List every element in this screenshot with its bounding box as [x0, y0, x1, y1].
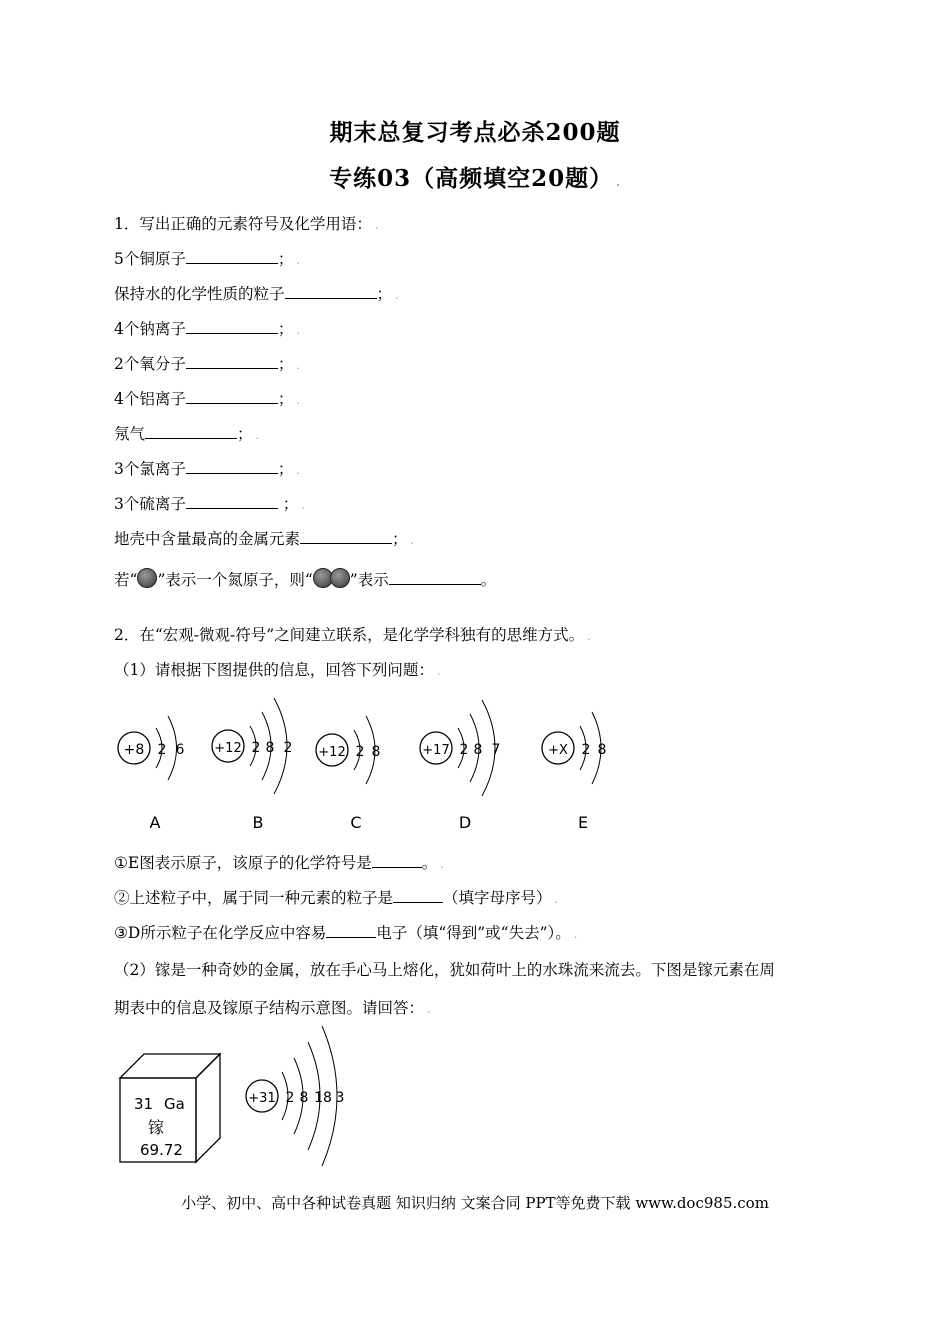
answer-blank[interactable] [326, 923, 376, 938]
periodic-table-cell [120, 1054, 220, 1162]
q1-stem-text: 1．写出正确的元素符号及化学用语： [114, 215, 372, 233]
nucleus-label: +X [548, 743, 568, 758]
q1-item-end: ； [277, 250, 294, 268]
atom-diagram-E [542, 712, 606, 832]
atom-diagram-C [316, 716, 380, 832]
q1-item-label: 2个氧分子 [114, 355, 186, 373]
shell-count: 2 [581, 742, 591, 758]
shell-count: 2 [355, 744, 365, 760]
shell-count: 2 [157, 742, 167, 758]
atomic-number: 31 [134, 1095, 154, 1113]
q1-last-b: ”表示一个氮原子，则“ [157, 571, 313, 589]
shell-count: 8 [265, 740, 275, 756]
atom-label: B [252, 813, 264, 832]
q1-item: 3个氯离子 ； . [114, 460, 300, 478]
answer-blank[interactable] [186, 249, 278, 264]
answer-blank[interactable] [300, 529, 392, 544]
q2-part1: （1）请根据下图提供的信息，回答下列问题： . [114, 661, 441, 679]
q2-sub3: ③D所示粒子在化学反应中容易 电子（填“得到”或“失去”）。 . [114, 924, 578, 942]
page-title: 期末总复习考点必杀200题 [329, 119, 621, 146]
shell-count: 2 [285, 1090, 295, 1106]
shell-count: 8 [299, 1090, 309, 1106]
q2-stem: 2．在“宏观-微观-符号”之间建立联系，是化学学科独有的思维方式。 . [114, 626, 591, 644]
nucleus-label: +17 [422, 743, 450, 758]
q1-item-label: 保持水的化学性质的粒子 [114, 285, 285, 303]
q1-item: 3个硫离子 ； . [114, 495, 305, 513]
shell-count: 2 [251, 740, 261, 756]
q1-nitrogen-line [114, 568, 496, 590]
nucleus-label: +12 [214, 741, 242, 756]
q1-last-c: ”表示 [349, 571, 389, 589]
q1-item-end: ； [376, 285, 393, 303]
q1-item-label: 氖气 [114, 425, 146, 443]
q1-item-end: ； [237, 425, 253, 443]
shell-count: 18 [314, 1090, 332, 1106]
answer-blank[interactable] [393, 888, 443, 903]
q2-part2-line2: 期表中的信息及镓原子结构示意图。请回答： . [114, 999, 431, 1017]
atom-diagram-B [212, 698, 292, 832]
element-symbol: Ga [164, 1095, 185, 1113]
q2-sub2: ②上述粒子中，属于同一种元素的粒子是 （填字母序号） . [114, 889, 559, 907]
answer-blank[interactable] [285, 284, 377, 299]
gallium-figure [112, 1022, 362, 1172]
answer-blank[interactable] [389, 570, 481, 585]
q1-item-label: 4个铝离子 [114, 390, 186, 408]
answer-blank[interactable] [186, 319, 278, 334]
page-footer: 小学、初中、高中各种试卷真题 知识归纳 文案合同 PPT等免费下载 www.doc985.com [181, 1194, 769, 1212]
q2-stem-text: 2．在“宏观-微观-符号”之间建立联系，是化学学科独有的思维方式。 [114, 626, 585, 644]
answer-blank[interactable] [186, 354, 278, 369]
q1-item-label: 3个氯离子 [114, 460, 186, 478]
nucleus-label: +31 [248, 1091, 276, 1106]
atom-label: C [350, 813, 362, 832]
page-subtitle: 专练03（高频填空20题） . [329, 165, 621, 192]
shell-count: 8 [473, 742, 483, 758]
nitrogen-atom-icon [137, 568, 157, 588]
atom-structure-diagrams [110, 690, 630, 840]
q1-item-end: ； [392, 530, 408, 548]
answer-blank[interactable] [186, 459, 278, 474]
q1-item: 2个氧分子 ； . [114, 355, 300, 373]
atom-label: D [458, 813, 472, 832]
shell-count: 7 [491, 742, 501, 758]
q1-item: 地壳中含量最高的金属元素 ； . [114, 530, 415, 548]
shell-count: 8 [597, 742, 607, 758]
q1-item-end: ； [277, 320, 294, 338]
q2-sub2-a: ②上述粒子中，属于同一种元素的粒子是 [114, 889, 394, 907]
q2-sub1-b: 。 [421, 854, 438, 872]
q2-sub3-b: 电子（填“得到”或“失去”）。 [376, 924, 571, 942]
q2-sub3-a: ③D所示粒子在化学反应中容易 [114, 924, 327, 942]
q1-item: 4个钠离子 ； . [114, 320, 300, 338]
atom-label: E [577, 813, 589, 832]
shell-count: 2 [283, 740, 293, 756]
q2-sub1-a: ①E图表示原子，该原子的化学符号是 [114, 854, 372, 872]
atom-label: A [149, 813, 161, 832]
answer-blank[interactable] [145, 424, 237, 439]
answer-blank[interactable] [372, 853, 422, 868]
nucleus-label: +8 [123, 742, 145, 758]
q1-item-end: ； [277, 390, 294, 408]
q2-part1-text: （1）请根据下图提供的信息，回答下列问题： [114, 661, 434, 679]
q1-item-end: ； [277, 460, 294, 478]
q2-part2-line1: （2）镓是一种奇妙的金属，放在手心马上熔化，犹如荷叶上的水珠流来流去。下图是镓元素在周 [114, 961, 775, 979]
q1-item-end: ； [277, 495, 299, 513]
q2-sub2-b: （填字母序号） [443, 889, 552, 907]
answer-blank[interactable] [186, 389, 278, 404]
q1-item: 氖气 ； . [114, 425, 260, 443]
atomic-mass: 69.72 [140, 1141, 183, 1159]
q1-item-label: 3个硫离子 [114, 495, 186, 513]
subtitle-text: 专练03（高频填空20题） [329, 165, 614, 192]
q2-sub1: ①E图表示原子，该原子的化学符号是 。 . [114, 854, 444, 872]
q2-part2-line2-text: 期表中的信息及镓原子结构示意图。请回答： [114, 999, 425, 1017]
q1-stem: 1．写出正确的元素符号及化学用语： . [114, 215, 379, 233]
q1-item: 保持水的化学性质的粒子 ； . [114, 285, 399, 303]
atom-diagram-D [420, 700, 500, 832]
q1-last-d: 。 [480, 571, 497, 589]
q1-last-a: 若“ [114, 571, 138, 589]
nitrogen-atom-icon [330, 568, 350, 588]
atom-diagram-A [118, 716, 185, 832]
shell-count: 3 [335, 1090, 345, 1106]
answer-blank[interactable] [186, 494, 278, 509]
q1-item-label: 地壳中含量最高的金属元素 [114, 530, 301, 548]
nucleus-label: +12 [318, 745, 346, 760]
gallium-atom-diagram [246, 1026, 344, 1166]
shell-count: 6 [175, 742, 185, 758]
shell-count: 2 [459, 742, 469, 758]
q1-item-label: 4个钠离子 [114, 320, 186, 338]
q1-item-label: 5个铜原子 [114, 250, 186, 268]
q1-item-end: ； [277, 355, 294, 373]
q1-item: 4个铝离子 ； . [114, 390, 300, 408]
shell-count: 8 [371, 744, 381, 760]
element-name: 镓 [148, 1118, 165, 1137]
q1-item: 5个铜原子 ； . [114, 250, 300, 268]
